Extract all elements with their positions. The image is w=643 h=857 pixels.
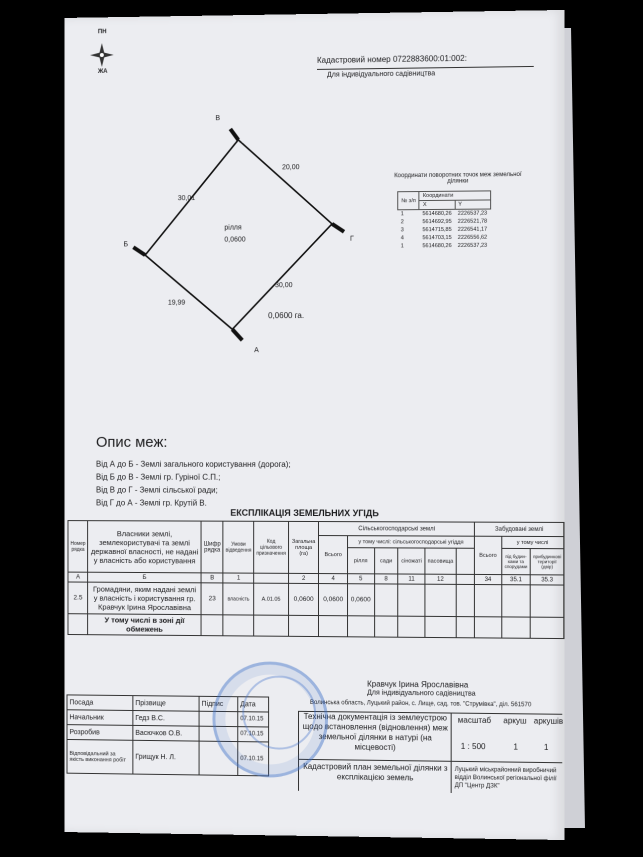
coord-header-y: Y: [455, 200, 490, 209]
point-b-marker: [133, 247, 145, 255]
coordinates-title: Координати поворотних точок меж земельної ділянки: [394, 171, 522, 185]
h-buildings: під будин- ками та спорудами: [501, 548, 530, 574]
h-arable: рілля: [347, 548, 374, 574]
h-area: Загальна площа (га): [288, 521, 319, 573]
document-title: Технічна документація із землеустрою щодо встановлення (відновлення) меж земельної ділянки в натурі (на місцевості): [302, 711, 448, 753]
boundary-line: Від А до Б - Землі загального користування (дорога);: [95, 459, 291, 469]
table-row: 2.5 Громадяни, яким надані землі у власність і користування гр. Кравчук Ірина Ярославівна 23 власність А.01.05 0,0600 0,0600 0,0600: [68, 582, 564, 617]
edge-g-a-length: 30,00: [275, 282, 293, 290]
plot-drawing: [124, 113, 363, 374]
h-incl: у тому числі: сільськогосподарські угіддя: [347, 536, 474, 549]
plan-title: Кадастровий план земельної ділянки з експлікацією земель: [303, 761, 448, 783]
h-industry: прибудинкові території (двір): [531, 549, 564, 575]
owner-address: Волинська область, Луцький район, с. Лище, сад. тов. "Струмівка", діл. 561570: [310, 699, 532, 709]
point-g-marker: [332, 224, 344, 232]
h-position: Посада: [67, 695, 133, 711]
h-pasture: пасовища: [425, 548, 456, 574]
h-empty: [456, 548, 475, 574]
coord-row: 1 5614680,26 2226537,23: [400, 210, 488, 218]
point-v-label: В: [215, 115, 221, 123]
point-v-marker: [230, 129, 238, 140]
coord-row: 3 5614715,85 2226541,17: [400, 226, 488, 234]
table-row: Начальник Гедз В.С. 07.10.15: [67, 710, 269, 727]
compass-rose-icon: [88, 35, 117, 85]
company-name: Луцький міськрайонний виробничий відділ Волинської регіональної філії ДП "Центр ДЗК": [454, 766, 557, 790]
scale-value: 1 : 500: [460, 741, 486, 752]
h-total2: Всього: [475, 536, 502, 574]
table-row: Розробив Васючков О.В. 07.10.15: [67, 725, 269, 742]
official-stamp-inner: [242, 675, 316, 750]
table-row: Відповідальний за якість виконання робіт Грищук Н. Л. 07.10.15: [67, 739, 269, 775]
owner-name: Кравчук Ірина Ярославівна: [367, 679, 469, 690]
h-owners: Власники землі, землекористувачі та землі державної власності, не надані у власність або користування: [88, 521, 201, 573]
edge-a-b-length: 19,99: [167, 299, 186, 307]
sheets-value: 1: [543, 742, 549, 752]
h-cipher: Шифр рядка: [201, 521, 223, 573]
h-incl2: у тому числі: [501, 536, 563, 548]
h-gardens: сади: [374, 548, 398, 574]
h-num: Номер рядка: [68, 521, 88, 573]
land-area-value: 0,0600: [224, 236, 246, 244]
h-date: Дата: [238, 697, 269, 712]
compass-north-label: ПН: [97, 29, 107, 36]
h-hay: сіножаті: [398, 548, 425, 574]
compass-south-label: ЖА: [97, 68, 108, 75]
coord-header-num: № з/п: [398, 192, 420, 210]
h-purpose: Код цільового призначення: [254, 521, 288, 573]
coord-header-coords: Координати: [419, 191, 490, 201]
coord-row: 4 5614703,15 2226556,62: [400, 234, 488, 242]
title-block-divider: [451, 713, 452, 793]
plot-purpose: Для індивідуального садівництва: [326, 70, 436, 79]
coordinates-table: [397, 190, 490, 250]
sheet-value: 1: [513, 742, 518, 752]
total-area-label: 0,0600 га.: [268, 311, 305, 321]
cadastral-number: Кадастровий номер 0722883600:01:002:: [316, 53, 467, 65]
h-total: Всього: [319, 536, 347, 574]
point-g-label: Г: [350, 235, 354, 243]
owner-purpose: Для індивідуального садівництва: [367, 689, 476, 698]
edge-v-g-length: 20,00: [282, 164, 300, 172]
h-signature: Підпис: [199, 696, 238, 711]
explication-table: [67, 520, 564, 639]
h-surname: Прізвище: [133, 696, 199, 712]
boundaries-title: Опис меж:: [95, 433, 168, 451]
boundary-line: Від В до Г - Землі сільської ради;: [95, 485, 218, 495]
point-a-label: А: [254, 347, 259, 355]
coord-header-x: X: [419, 200, 454, 209]
coord-row: 1 5614680,26 2226537,23: [400, 242, 488, 250]
h-agri: Сільськогосподарські землі: [319, 522, 475, 537]
point-a-marker: [232, 329, 242, 340]
column-numbers-row: А Б В 1 2 4 5 8 11 12 34 35.1 35.3: [68, 572, 564, 585]
h-ownership: Умови відведення: [223, 521, 254, 573]
boundary-line: Від Б до В - Землі гр. Гуріної С.П.;: [95, 472, 221, 482]
scale-header: масштаб: [457, 715, 492, 726]
sheet-header: аркуш: [503, 716, 527, 726]
h-built: Забудовані землі: [475, 522, 564, 536]
edge-b-v-length: 30,01: [177, 195, 196, 203]
sheets-header: аркушів: [533, 716, 564, 726]
coord-row: 2 5614692,95 2226521,78: [400, 218, 488, 226]
boundary-line: Від Г до А - Землі гр. Крутій В.: [95, 498, 207, 508]
land-type-label: рілля: [224, 224, 242, 232]
header-divider: [317, 66, 534, 70]
table-row: У тому числі в зоні дії обмежень: [68, 614, 564, 639]
document-page: [65, 10, 565, 840]
point-b-label: Б: [123, 241, 129, 249]
explication-title: ЕКСПЛІКАЦІЯ ЗЕМЕЛЬНИХ УГІДЬ: [230, 507, 379, 519]
